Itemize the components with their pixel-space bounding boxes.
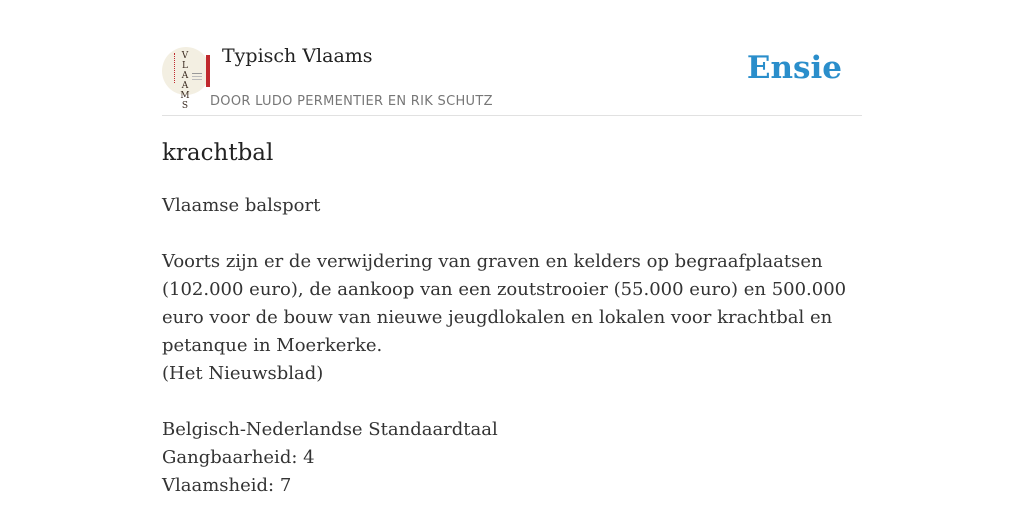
spacer [162,220,862,248]
entry-gangbaarheid: Gangbaarheid: 4 [162,447,315,468]
entry-body [162,192,862,500]
cover-text-lines [192,73,202,74]
entry-definition: Vlaamse balsport [162,195,321,216]
entry-vlaamsheid: Vlaamsheid: 7 [162,475,292,496]
cover-letter: L [182,61,188,71]
cover-letter: A [181,81,189,91]
cover-letter: A [181,71,189,81]
entry-source: (Het Nieuwsblad) [162,363,324,384]
book-cover-icon[interactable] [162,47,210,111]
cover-decoration [174,53,177,83]
book-authors: DOOR LUDO PERMENTIER EN RIK SCHUTZ [210,94,493,109]
book-title-link[interactable]: Typisch Vlaams [222,45,373,67]
entry-language: Belgisch-Nederlandse Standaardtaal [162,419,498,440]
cover-letter: M [180,91,190,101]
entry-term: krachtbal [162,140,274,166]
spacer [162,388,862,416]
cover-letters [180,51,190,111]
entry-quote: Voorts zijn er de verwijdering van graven en kelders op begraafplaatsen (102.000 euro), de aankoop van een zoutstrooier (55.000 euro) en 500.000 euro voor de bouw van nieuwe jeugdlokalen en lokalen voor krachtbal en petanque in Moerkerke. [162,251,847,356]
page-container [162,0,862,512]
cover-spine [206,55,210,87]
cover-letter: V [181,51,189,61]
ensie-logo-link[interactable]: Ensie [746,50,842,86]
cover-letter: S [181,101,189,111]
header [162,0,862,116]
